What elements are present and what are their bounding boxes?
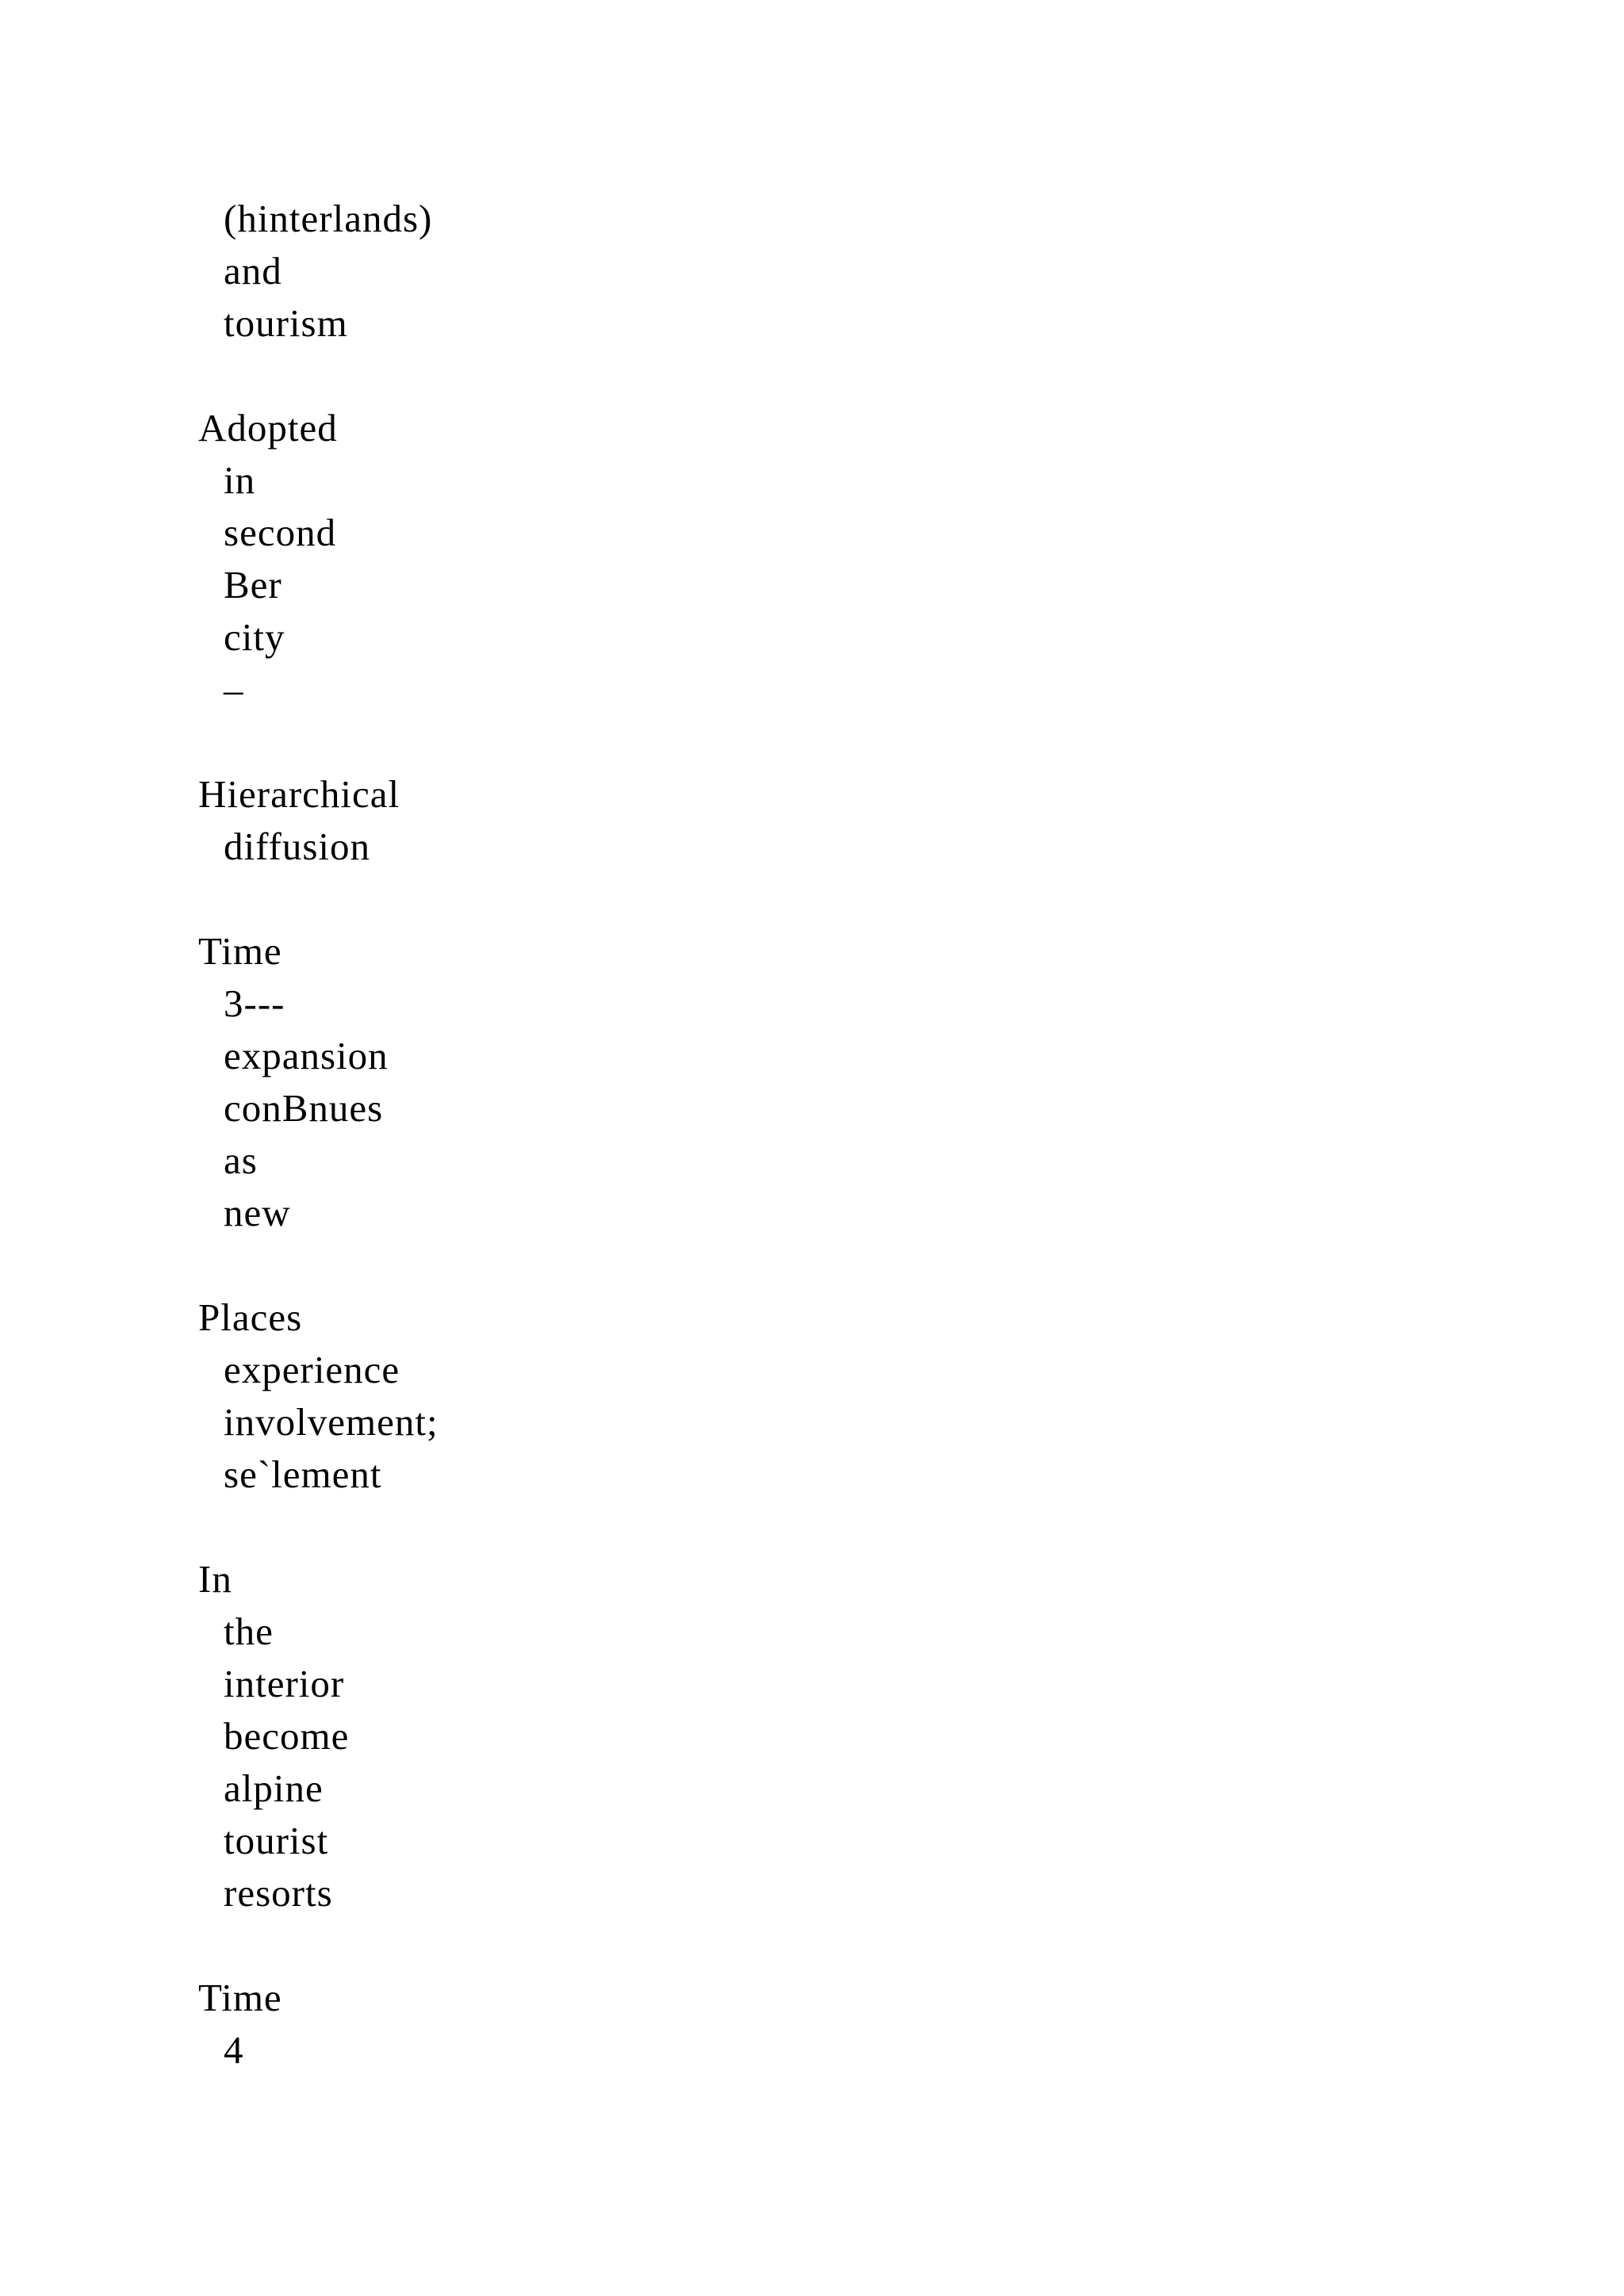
text-line: new [224,1191,291,1234]
text-line: the [224,1609,274,1653]
text-line: 4 [224,2028,244,2072]
text-line: (hinterlands) [224,197,433,240]
text-line: tourist [224,1819,329,1862]
text-line: conBnues [224,1086,384,1130]
text-line: – [224,668,244,711]
paragraph-gap [198,350,439,402]
text-line: city [224,615,285,659]
body-text [198,193,439,2076]
text-line: as [224,1138,258,1182]
paragraph-gap [198,1239,439,1292]
text-line: interior [224,1662,345,1705]
text-line: Ber [224,563,282,607]
text-line: become [224,1714,350,1758]
text-line: Places [198,1295,303,1339]
text-line: resorts [224,1871,333,1915]
paragraph-7 [198,1972,439,2076]
text-line: Time [198,929,282,973]
paragraph-5 [198,1292,439,1501]
text-line: se`lement [224,1452,382,1496]
paragraph-2 [198,402,439,716]
text-line: Hierarchical [198,772,400,816]
paragraph-6 [198,1553,439,1919]
text-line: experience [224,1348,400,1391]
text-line: alpine [224,1766,324,1810]
paragraph-gap [198,716,439,768]
paragraph-4 [198,925,439,1239]
text-line: and [224,249,282,293]
text-line: In [198,1557,232,1601]
text-line: second [224,511,337,554]
text-line: tourism [224,301,348,345]
text-line: involvement; [224,1400,439,1444]
text-line: expansion [224,1034,389,1077]
text-line: diffusion [224,825,371,868]
paragraph-1 [198,193,439,350]
paragraph-gap [198,1919,439,1972]
text-line: in [224,458,256,502]
paragraph-3 [198,768,439,873]
paragraph-gap [198,873,439,925]
text-line: Adopted [198,406,338,450]
paragraph-gap [198,1501,439,1553]
text-line: Time [198,1976,282,2019]
text-line: 3--- [224,982,285,1025]
